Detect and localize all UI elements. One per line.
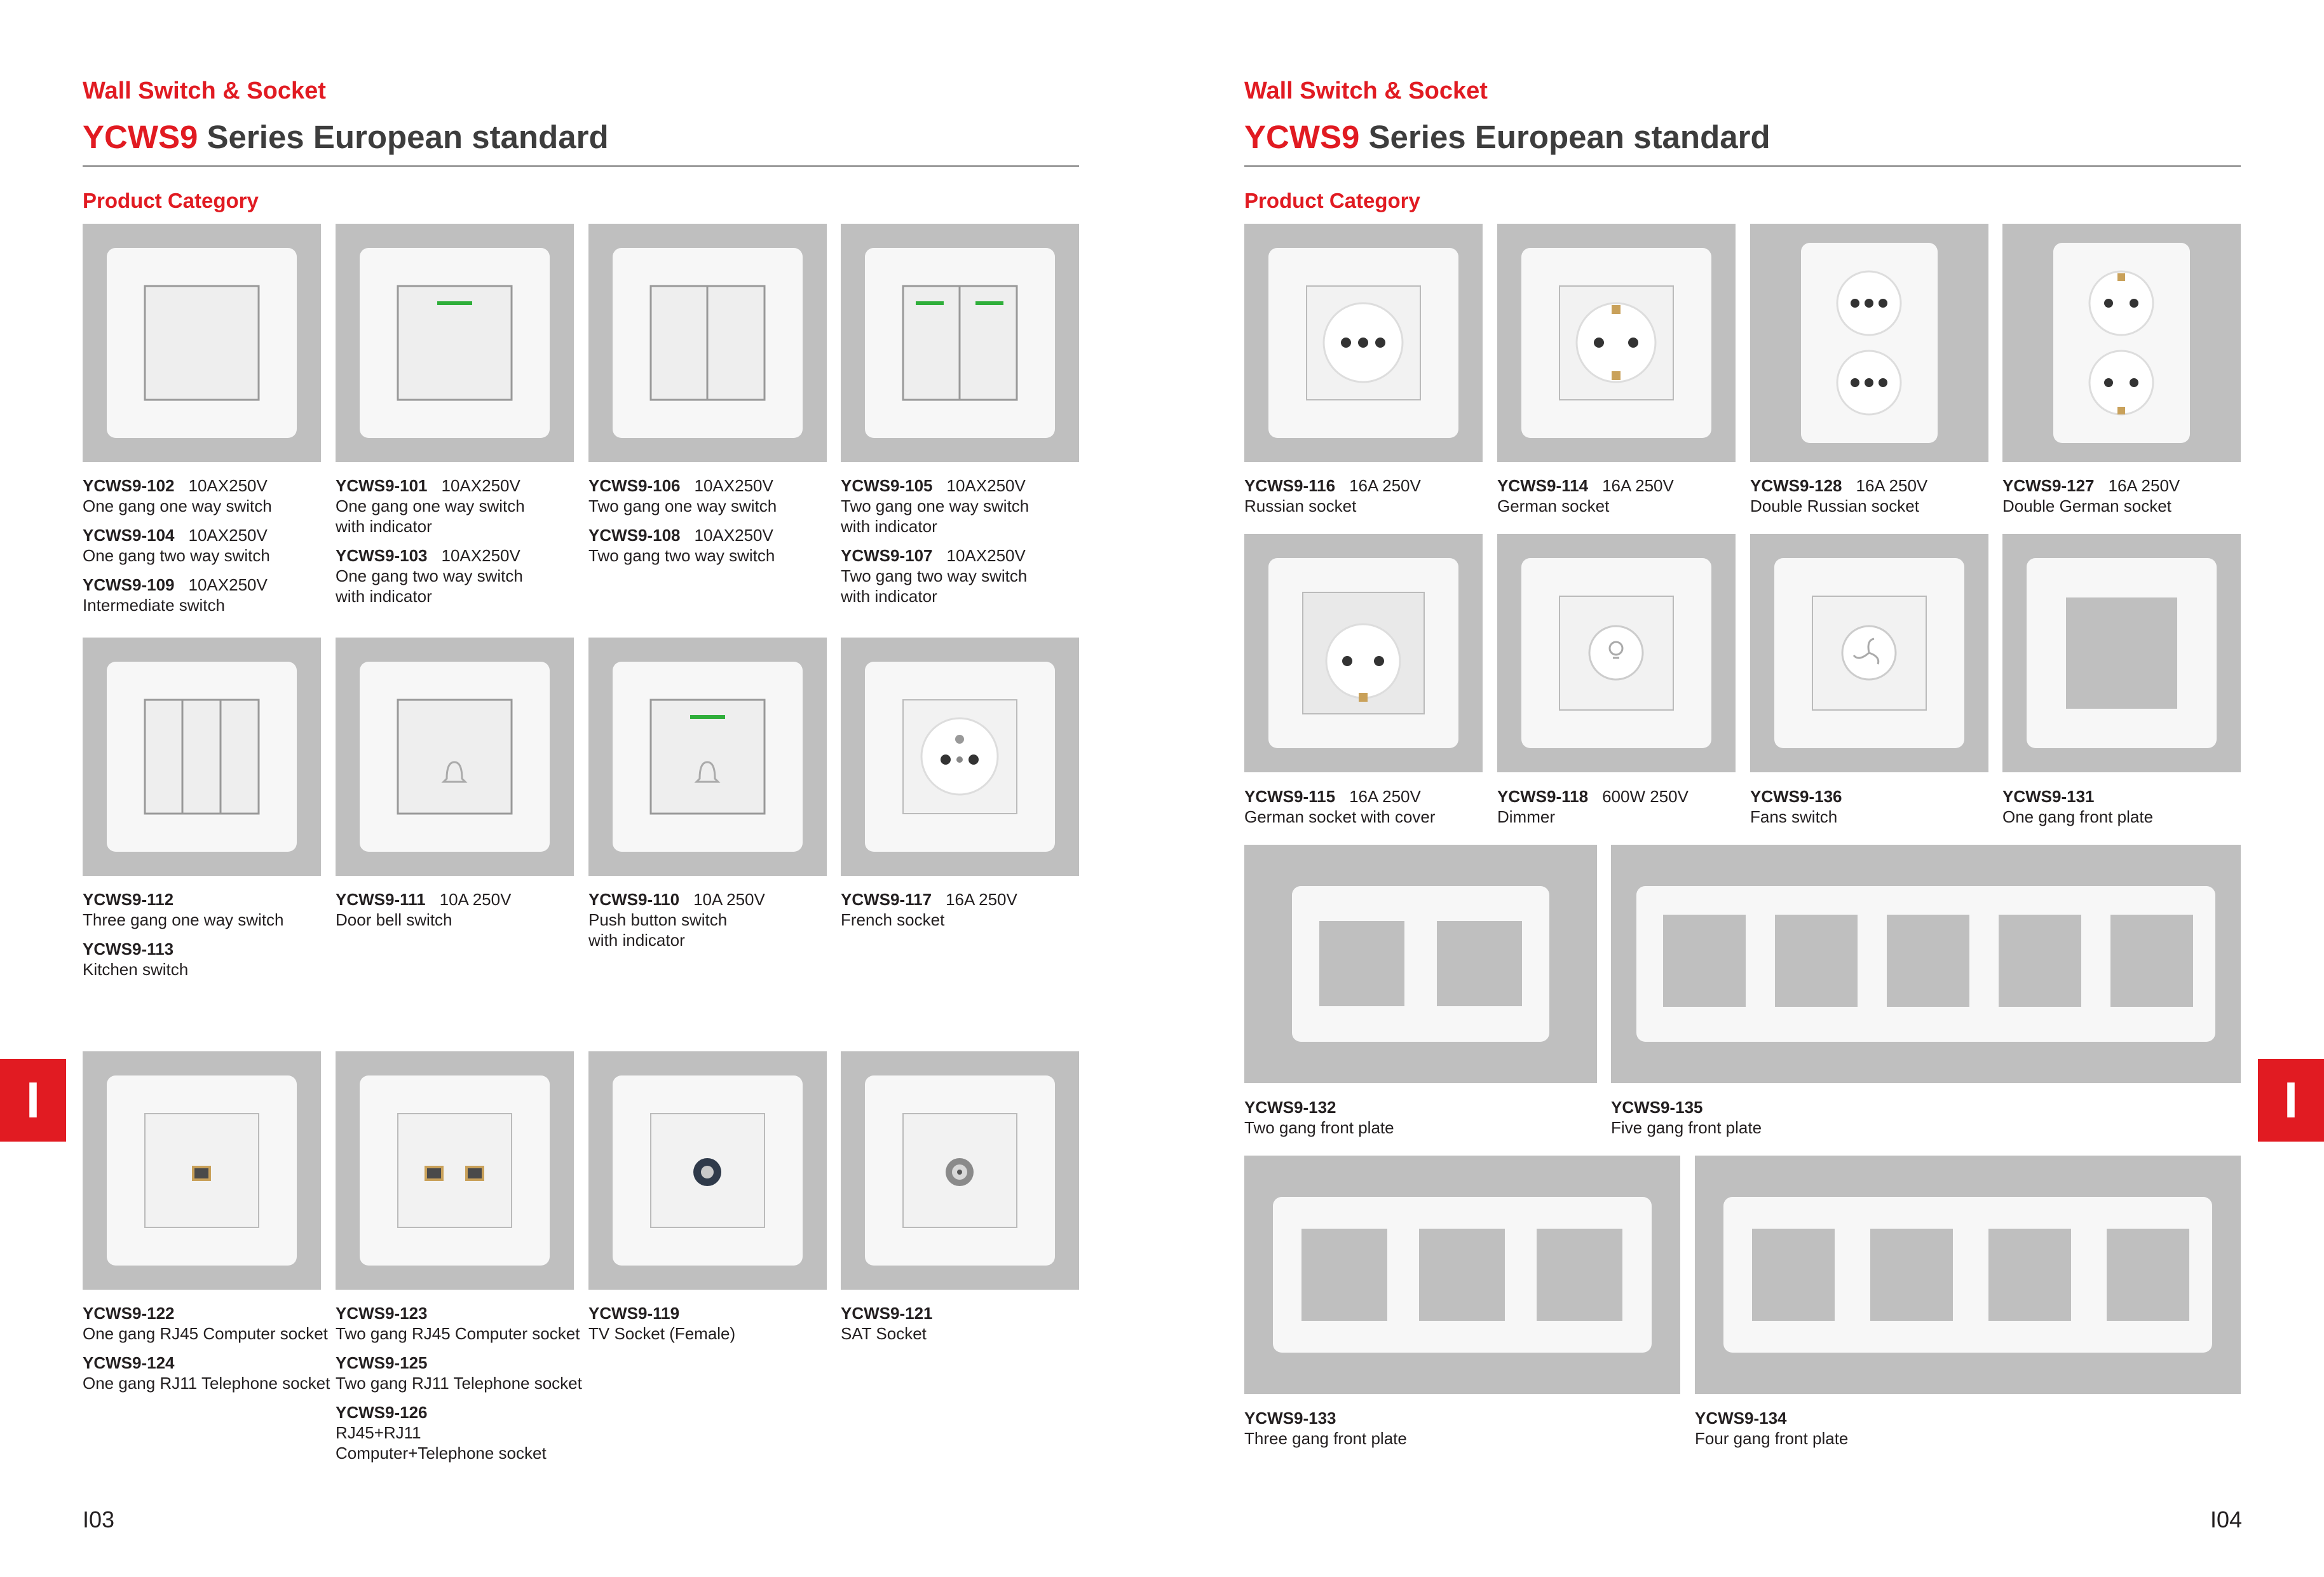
product-spec: 10AX250V [694, 526, 773, 545]
product-desc: Intermediate switch [83, 596, 225, 615]
product-spec: 10AX250V [188, 476, 268, 495]
product-code: YCWS9-109 [83, 575, 175, 594]
caption-group [1497, 786, 1689, 827]
page-title [83, 118, 609, 156]
product-spec: 16A 250V [946, 890, 1017, 909]
caption-group [2002, 786, 2153, 827]
product-spec: 16A 250V [1349, 476, 1421, 495]
product-desc: Russian socket [1244, 496, 1357, 515]
product-spec: 600W 250V [1602, 787, 1689, 806]
product-desc: Two gang RJ11 Telephone socket [336, 1374, 582, 1393]
section-tab: I [2258, 1059, 2324, 1142]
product-desc: Two gang RJ45 Computer socket [336, 1324, 580, 1343]
product-code: YCWS9-115 [1244, 787, 1336, 806]
product-image-ycws9-133 [1244, 1156, 1680, 1394]
product-code: YCWS9-131 [2002, 787, 2095, 806]
product-desc: German socket with cover [1244, 807, 1436, 826]
product-code: YCWS9-114 [1497, 476, 1589, 495]
product-desc: Two gang front plate [1244, 1118, 1394, 1137]
product-code: YCWS9-121 [841, 1304, 933, 1323]
caption-group [83, 1303, 330, 1393]
product-image-ycws9-106 [588, 224, 827, 462]
product-desc: with indicator [336, 587, 432, 606]
product-code: YCWS9-135 [1611, 1098, 1703, 1117]
product-desc: Dimmer [1497, 807, 1555, 826]
product-code: YCWS9-119 [588, 1304, 680, 1323]
caption-group [336, 475, 525, 606]
product-spec: 10A 250V [439, 890, 512, 909]
product-code: YCWS9-127 [2002, 476, 2095, 495]
section-tab: I [0, 1059, 66, 1142]
product-desc: One gang two way switch [336, 566, 523, 585]
right-page [1162, 0, 2324, 1577]
product-desc: German socket [1497, 496, 1610, 515]
product-spec: 10A 250V [693, 890, 765, 909]
product-code: YCWS9-125 [336, 1353, 428, 1372]
title-rule [83, 165, 1079, 167]
caption-group [1611, 1097, 1762, 1138]
product-desc: One gang RJ11 Telephone socket [83, 1374, 330, 1393]
product-code: YCWS9-128 [1750, 476, 1842, 495]
product-code: YCWS9-117 [841, 890, 932, 909]
product-image-ycws9-118 [1497, 534, 1736, 772]
product-code: YCWS9-132 [1244, 1098, 1336, 1117]
product-code: YCWS9-133 [1244, 1409, 1336, 1428]
product-desc: with indicator [841, 517, 937, 536]
product-desc: Two gang two way switch [588, 546, 775, 565]
section-kicker: Wall Switch & Socket [1244, 78, 1488, 104]
product-image-ycws9-119 [588, 1051, 827, 1290]
title-series: YCWS9 [83, 119, 198, 155]
product-spec: 10AX250V [188, 526, 268, 545]
product-code: YCWS9-136 [1750, 787, 1842, 806]
caption-group [2002, 475, 2180, 516]
product-spec: 10AX250V [946, 546, 1026, 565]
product-spec: 16A 250V [1856, 476, 1928, 495]
product-code: YCWS9-102 [83, 476, 175, 495]
product-image-ycws9-127 [2002, 224, 2241, 462]
product-image-ycws9-111 [336, 638, 574, 876]
category-heading: Product Category [1244, 189, 1420, 212]
category-heading: Product Category [83, 189, 259, 212]
caption-group [336, 1303, 582, 1463]
product-image-ycws9-101 [336, 224, 574, 462]
caption-group [1497, 475, 1674, 516]
product-spec: 10AX250V [188, 575, 268, 594]
caption-group [841, 1303, 933, 1344]
product-desc: One gang one way switch [83, 496, 272, 515]
product-desc: One gang front plate [2002, 807, 2154, 826]
caption-group [83, 889, 284, 980]
product-image-ycws9-122 [83, 1051, 321, 1290]
product-spec: 10AX250V [694, 476, 773, 495]
caption-group [588, 1303, 735, 1344]
product-image-ycws9-121 [841, 1051, 1079, 1290]
caption-group [588, 889, 765, 950]
product-spec: 16A 250V [1349, 787, 1421, 806]
product-desc: Two gang two way switch [841, 566, 1028, 585]
page-number: I04 [2210, 1506, 2243, 1533]
product-code: YCWS9-104 [83, 526, 175, 545]
product-code: YCWS9-106 [588, 476, 681, 495]
product-spec: 10AX250V [441, 546, 520, 565]
caption-group [83, 475, 272, 615]
caption-group [1244, 786, 1436, 827]
title-rest: Series European standard [1359, 119, 1770, 155]
product-desc: with indicator [336, 517, 432, 536]
product-desc: Computer+Telephone socket [336, 1444, 547, 1463]
product-image-ycws9-135 [1611, 845, 2241, 1083]
product-desc: One gang RJ45 Computer socket [83, 1324, 328, 1343]
product-code: YCWS9-112 [83, 890, 174, 909]
product-desc: Kitchen switch [83, 960, 189, 979]
product-image-ycws9-128 [1750, 224, 1988, 462]
product-image-ycws9-131 [2002, 534, 2241, 772]
caption-group [1244, 1097, 1394, 1138]
product-desc: with indicator [588, 931, 685, 950]
product-code: YCWS9-126 [336, 1403, 428, 1422]
caption-group [336, 889, 511, 930]
product-desc: TV Socket (Female) [588, 1324, 736, 1343]
product-desc: SAT Socket [841, 1324, 927, 1343]
product-desc: Double Russian socket [1750, 496, 1919, 515]
product-code: YCWS9-116 [1244, 476, 1336, 495]
title-rest: Series European standard [198, 119, 609, 155]
title-rule [1244, 165, 2241, 167]
section-kicker: Wall Switch & Socket [83, 78, 326, 104]
product-image-ycws9-132 [1244, 845, 1597, 1083]
caption-group [1750, 786, 1842, 827]
product-code: YCWS9-122 [83, 1304, 175, 1323]
caption-group [841, 475, 1029, 606]
product-code: YCWS9-103 [336, 546, 428, 565]
caption-group [1695, 1408, 1848, 1449]
product-spec: 16A 250V [1602, 476, 1674, 495]
product-desc: RJ45+RJ11 [336, 1423, 421, 1442]
product-desc: Five gang front plate [1611, 1118, 1762, 1137]
caption-group [1750, 475, 1927, 516]
product-code: YCWS9-110 [588, 890, 680, 909]
product-spec: 16A 250V [2108, 476, 2180, 495]
product-image-ycws9-116 [1244, 224, 1483, 462]
product-desc: Push button switch [588, 910, 728, 929]
title-series: YCWS9 [1244, 119, 1360, 155]
product-code: YCWS9-108 [588, 526, 681, 545]
product-spec: 10AX250V [441, 476, 520, 495]
product-desc: Door bell switch [336, 910, 452, 929]
product-code: YCWS9-118 [1497, 787, 1589, 806]
caption-group [1244, 1408, 1407, 1449]
product-desc: Fans switch [1750, 807, 1838, 826]
product-image-ycws9-102 [83, 224, 321, 462]
page-title [1244, 118, 1770, 156]
product-desc: Double German socket [2002, 496, 2171, 515]
product-image-ycws9-115 [1244, 534, 1483, 772]
product-image-ycws9-112 [83, 638, 321, 876]
product-image-ycws9-105 [841, 224, 1079, 462]
product-code: YCWS9-113 [83, 939, 174, 959]
product-desc: French socket [841, 910, 945, 929]
page-number: I03 [83, 1506, 115, 1533]
product-image-ycws9-123 [336, 1051, 574, 1290]
product-image-ycws9-117 [841, 638, 1079, 876]
product-code: YCWS9-101 [336, 476, 428, 495]
product-desc: Two gang one way switch [841, 496, 1029, 515]
product-spec: 10AX250V [946, 476, 1026, 495]
caption-group [841, 889, 1017, 930]
product-desc: with indicator [841, 587, 937, 606]
product-desc: Four gang front plate [1695, 1429, 1849, 1448]
product-code: YCWS9-123 [336, 1304, 428, 1323]
product-code: YCWS9-107 [841, 546, 933, 565]
product-code: YCWS9-111 [336, 890, 426, 909]
product-image-ycws9-110 [588, 638, 827, 876]
product-code: YCWS9-124 [83, 1353, 175, 1372]
product-desc: Three gang one way switch [83, 910, 284, 929]
product-desc: Two gang one way switch [588, 496, 777, 515]
product-image-ycws9-114 [1497, 224, 1736, 462]
caption-group [1244, 475, 1421, 516]
product-code: YCWS9-134 [1695, 1409, 1787, 1428]
product-desc: Three gang front plate [1244, 1429, 1407, 1448]
product-image-ycws9-136 [1750, 534, 1988, 772]
product-image-ycws9-134 [1695, 1156, 2241, 1394]
product-desc: One gang two way switch [83, 546, 270, 565]
caption-group [588, 475, 777, 566]
product-code: YCWS9-105 [841, 476, 933, 495]
product-desc: One gang one way switch [336, 496, 525, 515]
